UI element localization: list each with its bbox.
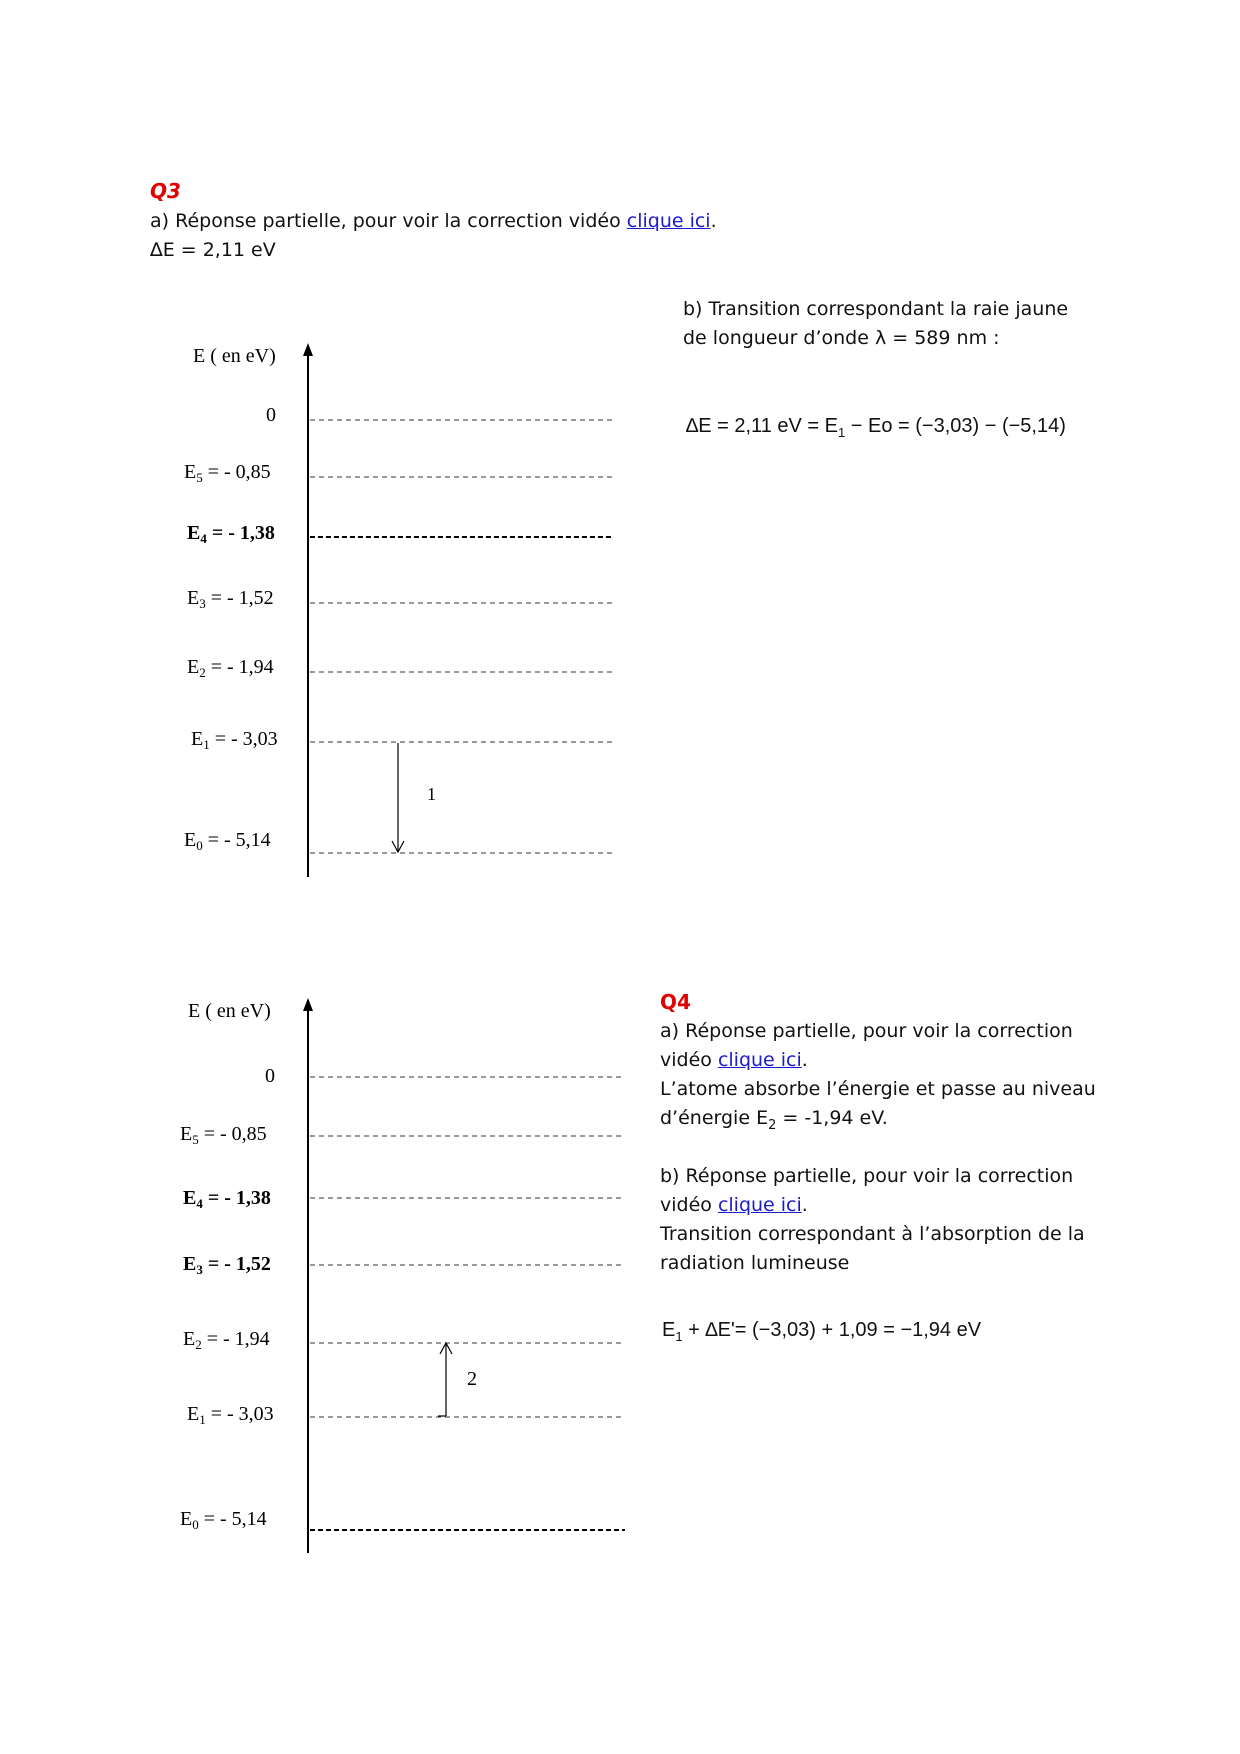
q4-answer-a-line2-text: vidéo: [660, 1049, 718, 1071]
q4-answer-b-line1: b) Réponse partielle, pour voir la correction: [660, 1165, 1074, 1187]
q3-equation-text: ∆E = 2,11 eV = E: [686, 415, 838, 437]
diagram2-axis-label: E ( en eV): [188, 1000, 271, 1022]
q3-answer-b-line1: b) Transition correspondant la raie jaune: [683, 298, 1069, 320]
diagram1-level-label-e3: $E_3$ = - 1,52: [187, 587, 274, 611]
q4-answer-a-line4-text: d’énergie E: [660, 1107, 769, 1129]
diagram2-level-label-e5: $E_5$ = - 0,85: [180, 1123, 267, 1147]
q4-answer-b-line2: [660, 1191, 808, 1220]
q3-answer-a-suffix: .: [710, 210, 717, 232]
q4-equation-sub: 1: [675, 1329, 683, 1344]
q4-equation: [662, 1316, 981, 1351]
q4-answer-b-line2-suffix: .: [801, 1194, 808, 1216]
q4-a-video-link[interactable]: clique ici: [717, 1049, 802, 1071]
diagram2-axis: [303, 998, 313, 1553]
diagram1-level-label-e2: $E_2$ = - 1,94: [187, 656, 274, 680]
q4-answer-a-line4-sub: 2: [768, 1117, 777, 1133]
diagram1-level-label-e1: $E_1$ = - 3,03: [191, 728, 278, 752]
q4-answer-a-line4-suffix: = -1,94 eV.: [776, 1107, 888, 1129]
diagram2-transition-arrow: [438, 1343, 452, 1416]
q4-equation-text: E: [662, 1319, 676, 1341]
q4-answer-a-line3: L’atome absorbe l’énergie et passe au niveau: [660, 1078, 1096, 1100]
q4-answer-b-line4: radiation lumineuse: [660, 1252, 850, 1274]
diagram2-level-label-e2: $E_2$ = - 1,94: [183, 1328, 270, 1352]
q4-equation-rest: + ∆E'= (−3,03) + 1,09 = −1,94 eV: [682, 1319, 982, 1341]
q4-answer-a-line2: [660, 1046, 808, 1075]
diagram1-level-label-0: 0: [266, 404, 276, 426]
q3-answer-a-text: a) Réponse partielle, pour voir la correction vidéo: [150, 210, 627, 232]
q4-answer-a-line1: a) Réponse partielle, pour voir la correction: [660, 1020, 1073, 1042]
diagram2-level-label-e4: $E_4$ = - 1,38: [183, 1187, 271, 1211]
q4-answer-b-line3: Transition correspondant à l’absorption de la: [660, 1223, 1085, 1245]
diagram2-transition-label: 2: [467, 1368, 477, 1390]
diagram2-level-label-e1: $E_1$ = - 3,03: [187, 1403, 274, 1427]
q4-answer-a-line4: [660, 1104, 888, 1140]
diagram1-level-label-e4: $E_4$ = - 1,38: [187, 522, 275, 546]
q4-b-video-link[interactable]: clique ici: [717, 1194, 802, 1216]
diagram2-level-label-0: 0: [265, 1065, 275, 1087]
q3-answer-b-line2: de longueur d’onde λ = 589 nm :: [683, 327, 1000, 349]
diagram2-level-label-e0: $E_0$ = - 5,14: [180, 1508, 267, 1532]
q4-answer-a-line2-suffix: .: [801, 1049, 808, 1071]
q3-delta-e: ∆E = 2,11 eV: [150, 239, 276, 261]
q3-equation-sub: 1: [837, 425, 846, 440]
diagram2-level-label-e3: $E_3$ = - 1,52: [183, 1253, 271, 1277]
q3-equation-rest: − Eo = (−3,03) − (−5,14): [845, 415, 1066, 437]
diagram1-transition-label: 1: [427, 784, 436, 804]
q4-title: Q4: [660, 990, 691, 1014]
q3-title: Q3: [150, 179, 181, 203]
q4-answer-b-line2-text: vidéo: [660, 1194, 718, 1216]
diagram1-level-label-e0: $E_0$ = - 5,14: [184, 829, 271, 853]
diagram1-level-label-e5: $E_5$ = - 0,85: [184, 461, 271, 485]
q3-video-link[interactable]: clique ici: [626, 210, 711, 232]
diagram1-axis-label: E ( en eV): [193, 345, 276, 367]
